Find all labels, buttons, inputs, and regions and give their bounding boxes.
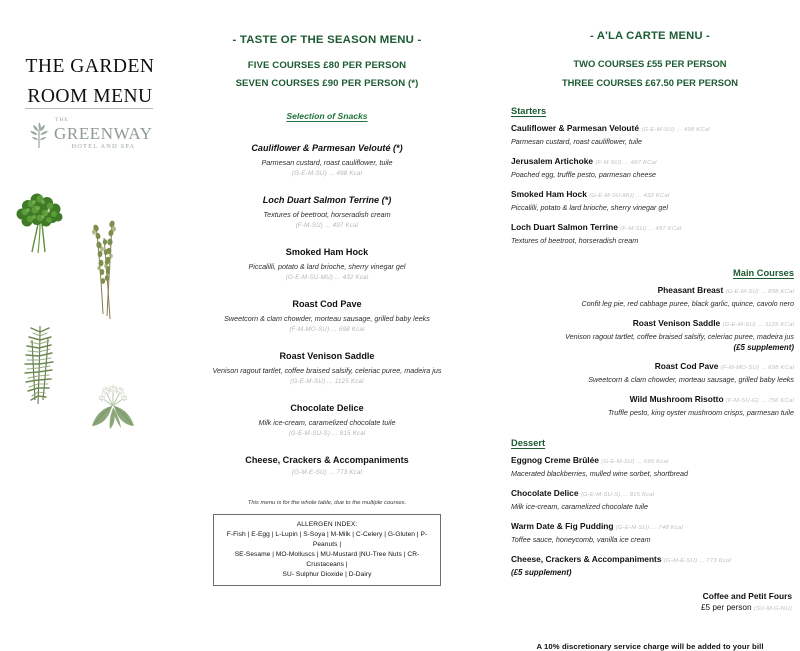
title-divider — [25, 108, 153, 109]
starters-heading: Starters — [511, 106, 547, 116]
coffee-price-row — [500, 603, 792, 612]
item-name: Wild Mushroom Risotto — [629, 394, 724, 404]
allergen-index-line: SU- Sulphur Dioxide | D-Dairy — [282, 571, 372, 578]
item-description: Milk ice-cream, caramelized chocolate tuile — [511, 502, 649, 511]
item-name: Roast Venison Saddle — [279, 351, 375, 361]
item-name: Loch Duart Salmon Terrine — [511, 222, 618, 232]
dessert-item — [511, 521, 792, 545]
item-name-row — [511, 123, 792, 136]
item-name-row — [508, 285, 794, 298]
allergen-index-title: ALLERGEN INDEX: — [296, 521, 358, 528]
service-charge-note: A 10% discretionary service charge will be added to your bill — [536, 642, 764, 651]
taste-price-five-courses: FIVE COURSES £80 PER PERSON — [247, 60, 407, 71]
item-allergens-kcal: (G-E-M-SU-MU) ... 432 KCal — [589, 193, 670, 199]
taste-menu-item — [186, 194, 468, 229]
item-name: Roast Cod Pave — [654, 361, 719, 371]
logo-subtitle: HOTEL AND SPA — [71, 142, 136, 150]
item-name: Warm Date & Fig Pudding — [511, 521, 614, 531]
item-allergens-kcal: (G-E-M-SU) ... 748 Kcal — [615, 525, 683, 531]
item-description: Parmesan custard, roast cauliflower, tuile — [511, 137, 643, 146]
item-name: Cheese, Crackers & Accompaniments — [511, 554, 662, 564]
item-description: Textures of beetroot, horseradish cream — [263, 210, 391, 219]
item-description: Milk ice-cream, caramelized chocolate tuile — [258, 418, 396, 427]
taste-price-seven-courses: SEVEN COURSES £90 PER PERSON (*) — [235, 78, 419, 89]
page-title-line1: THE GARDEN — [25, 56, 155, 77]
item-allergens-kcal: (G-E-M-SU-S) ... 815 Kcal — [288, 430, 366, 437]
allergen-index-box — [213, 514, 441, 586]
parsley-illustration — [8, 190, 74, 256]
item-description: Confit leg pie, red cabbage puree, black garlic, quince, cavolo nero — [581, 299, 794, 308]
a-la-carte-title: - A'LA CARTE MENU - — [590, 30, 710, 42]
item-name-row — [511, 488, 792, 501]
item-allergens-kcal: (G-E-M-SU-S) ... 815 Kcal — [580, 492, 655, 498]
whole-table-note: This menu is for the whole table, due to the multiple courses. — [247, 500, 407, 506]
item-allergens-kcal: (G-E-M-SU) ... 1125 KCal — [722, 322, 794, 328]
item-name: Cauliflower & Parmesan Velouté — [511, 123, 639, 133]
logo-the: THE — [55, 117, 69, 123]
starter-item — [511, 156, 792, 180]
item-name: Eggnog Creme Brûlée — [511, 455, 599, 465]
item-allergens-kcal: (G-E-M-SU) ... 1125 Kcal — [290, 378, 364, 385]
greenway-logo — [26, 116, 164, 152]
taste-menu-item — [186, 142, 468, 177]
item-name-row — [511, 156, 792, 169]
dessert-heading: Dessert — [511, 438, 546, 448]
item-supplement: (£5 supplement) — [733, 343, 794, 352]
item-allergens-kcal: (G-E-M-SU) ... 898 KCal — [725, 289, 794, 295]
taste-menu-title: - TASTE OF THE SEASON MENU - — [232, 34, 422, 46]
item-name: Chocolate Delice — [290, 403, 364, 413]
item-allergens-kcal: (G-E-M-SU-MU) ... 432 Kcal — [285, 274, 369, 281]
item-name-row — [511, 455, 792, 468]
item-name-row — [508, 361, 794, 374]
item-name: Roast Venison Saddle — [632, 318, 721, 328]
allergen-index-line: F-Fish | E-Egg | L-Lupin | S-Soya | M-Milk | C-Celery | G-Gluten | P-Peanuts | — [226, 531, 428, 548]
item-name: Smoked Ham Hock — [285, 247, 369, 257]
item-description: Venison ragout tartlet, coffee braised salsify, celeriac puree, madeira jus — [565, 332, 794, 341]
item-name-row — [511, 521, 792, 534]
dessert-item — [511, 455, 792, 479]
item-allergens-kcal: (F-M-SU) ... 497 KCal — [595, 160, 657, 166]
item-name: Pheasant Breast — [657, 285, 724, 295]
page-title — [0, 52, 180, 112]
dessert-section — [500, 438, 800, 577]
coffee-name: Coffee and Petit Fours — [702, 591, 792, 601]
item-allergens-kcal: (G-M-E-SU) ... 773 Kcal — [291, 469, 363, 476]
selection-of-snacks-heading: Selection of Snacks — [286, 111, 368, 121]
item-name: Loch Duart Salmon Terrine (*) — [262, 195, 392, 205]
item-name: Cheese, Crackers & Accompaniments — [245, 455, 409, 465]
taste-of-the-season-column — [186, 0, 468, 578]
item-name-row — [511, 222, 792, 235]
item-allergens-kcal: (G-E-M-SU) ... 498 Kcal — [291, 170, 363, 177]
starter-item — [511, 222, 792, 246]
page-title-line2: ROOM MENU — [27, 86, 153, 107]
allergen-index-line: SE-Sesame | MO-Molluscs | MU-Mustard |NU-Tree Nuts | CR-Crustaceans | — [234, 551, 420, 568]
main-course-item — [508, 394, 794, 418]
item-description: Macerated blackberries, mulled wine sorbet, shortbread — [511, 469, 688, 478]
item-description: Toffee sauce, honeycomb, vanilla ice cream — [511, 535, 651, 544]
thyme-illustration — [82, 216, 130, 324]
item-allergens-kcal: (G-E-M-SU) ... 695 Kcal — [601, 459, 669, 465]
dessert-item — [511, 554, 792, 577]
item-description: Sweetcorn & clam chowder, morteau sausage, grilled baby leeks — [588, 375, 794, 384]
wild-garlic-illustration — [88, 382, 138, 430]
main-courses-section — [500, 268, 800, 418]
item-description: Textures of beetroot, horseradish cream — [511, 236, 639, 245]
rosemary-illustration — [16, 320, 64, 406]
alacarte-price-three-courses: THREE COURSES £67.50 PER PERSON — [561, 77, 739, 88]
item-allergens-kcal: (F-M-SU) ... 497 Kcal — [295, 222, 359, 229]
item-description: Piccalilli, potato & lard brioche, sherry vinegar gel — [248, 262, 406, 271]
item-allergens-kcal: (F-M-MO-SU) ... 698 KCal — [720, 365, 794, 371]
main-course-item — [508, 285, 794, 309]
item-allergens-kcal: (F-M-MO-SU) ... 698 Kcal — [289, 326, 365, 333]
item-description: Poached egg, truffle pesto, parmesan cheese — [511, 170, 657, 179]
item-name-row — [508, 394, 794, 407]
taste-menu-item — [186, 402, 468, 437]
starters-section — [500, 106, 800, 246]
logo-wordmark — [54, 118, 153, 150]
main-course-item — [508, 361, 794, 385]
item-allergens-kcal: (F-M-SU-G) ... 756 KCal — [725, 398, 794, 404]
left-branding-column — [0, 0, 190, 565]
taste-menu-item — [186, 246, 468, 281]
item-supplement: (£5 supplement) — [511, 568, 572, 577]
coffee-petit-fours — [500, 591, 800, 612]
item-name-row — [508, 318, 794, 331]
main-course-item — [508, 318, 794, 352]
item-allergens-kcal: (F-M-SU) ... 497 KCal — [620, 226, 682, 232]
item-allergens-kcal: (G-M-E-SU) ... 773 Kcal — [663, 558, 731, 564]
item-name: Smoked Ham Hock — [511, 189, 587, 199]
item-description: Sweetcorn & clam chowder, morteau sausage, grilled baby leeks — [224, 314, 430, 323]
starter-item — [511, 123, 792, 147]
taste-menu-item — [186, 350, 468, 385]
dessert-item — [511, 488, 792, 512]
item-name-row — [511, 189, 792, 202]
item-name: Chocolate Delice — [511, 488, 579, 498]
leaf-icon — [26, 119, 52, 149]
alacarte-price-two-courses: TWO COURSES £55 PER PERSON — [573, 58, 727, 69]
item-description: Venison ragout tartlet, coffee braised salsify, celeriac puree, madeira jus — [212, 366, 442, 375]
coffee-allergens: (SU-M-G-NU) — [753, 606, 792, 612]
logo-name: GREENWAY — [54, 123, 153, 143]
taste-menu-item — [186, 298, 468, 333]
coffee-price: £5 per person — [700, 603, 752, 612]
item-description: Parmesan custard, roast cauliflower, tuile — [261, 158, 393, 167]
item-name-row — [511, 554, 792, 567]
item-name: Roast Cod Pave — [292, 299, 362, 309]
item-allergens-kcal: (G-E-M-SU) ... 498 KCal — [641, 127, 710, 133]
item-description: Truffle pesto, king oyster mushroom crisps, parmesan tuile — [607, 408, 794, 417]
starter-item — [511, 189, 792, 213]
a-la-carte-column — [500, 0, 800, 651]
item-name: Jerusalem Artichoke — [511, 156, 594, 166]
taste-menu-item — [186, 454, 468, 476]
item-description: Piccalilli, potato & lard brioche, sherry vinegar gel — [511, 203, 669, 212]
main-courses-heading: Main Courses — [733, 268, 794, 278]
item-name: Cauliflower & Parmesan Velouté (*) — [251, 143, 403, 153]
